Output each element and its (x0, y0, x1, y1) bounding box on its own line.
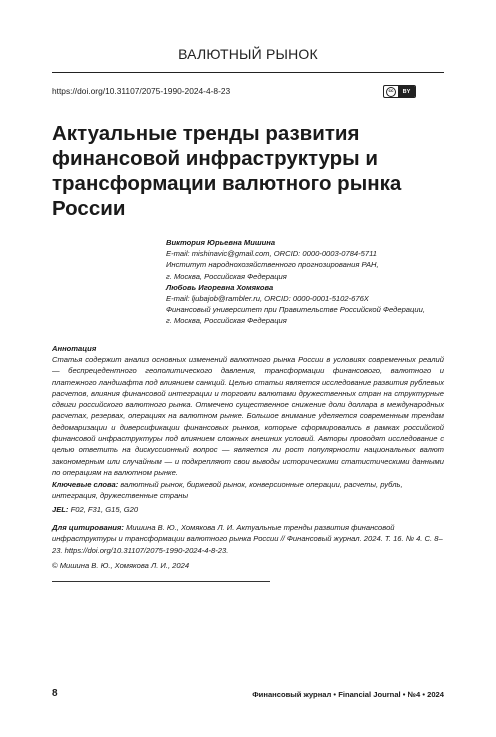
header-divider (52, 72, 444, 73)
keywords-text: валютный рынок, биржевой рынок, конверсионные операции, расчеты, рубль, интеграция, дружественные страны (52, 480, 403, 501)
by-label: BY (398, 86, 415, 97)
author-name: Любовь Игоревна Хомякова (166, 282, 274, 292)
keywords-label: Ключевые слова: (52, 480, 119, 489)
citation-text: Мишина В. Ю., Хомякова Л. И. Актуальные тренды развития финансовой инфраструктуры и трансформации валютного рынка России // Финансовый журнал. 2024. Т. 16. № 4. С. 8–23. https://doi.org/10.31107/2075-1990-2024-4-8-23. (52, 523, 443, 555)
author-block (166, 237, 456, 327)
cc-by-license-badge[interactable] (383, 85, 416, 98)
author-affiliation: Институт народнохозяйственного прогнозирования РАН, (166, 260, 379, 270)
abstract-text: Статья содержит анализ основных изменений валютного рынка России в условиях современных реалий — беспрецедентного геополитического давления, трансформации финансового, валютного и платежного ландшафта под влиянием санкций. Целью статьи является исследование развития рублевых расчетов, влияния финансовой интеграции и торговли валютами дружественных стран на структурные сдвиги российского валютного рынка. Отмечено существенное снижение доли доллара в международных расчетах, резервах, операциях на валютном рынке. Большое внимание уделяется современным трендам дедомаризации и диверсификации финансовых рынков, которые сформировались в рамках российской финансовой инфраструктуры под влиянием сложных внешних условий. Авторы проводят исследование с целью ответить на дискуссионный вопрос — является ли рост популярности национальных валют закономерным или случайным — и подкрепляют свои выводы историческими статистическими данными по операциям на валютном рынке. (52, 355, 444, 477)
jel-codes (52, 505, 138, 514)
citation (52, 522, 444, 556)
journal-footer: Финансовый журнал • Financial Journal • №4 • 2024 (252, 690, 444, 699)
page-number: 8 (52, 688, 58, 699)
author-contact: E-mail: ljubajob@rambler.ru, ORCID: 0000-0001-5102-676X (166, 294, 369, 304)
copyright: © Мишина В. Ю., Хомякова Л. И., 2024 (52, 561, 190, 570)
jel-text: F02, F31, G15, G20 (70, 505, 139, 514)
author-contact: E-mail: mishinavic@gmail.com, ORCID: 0000-0003-0784-5711 (166, 249, 377, 259)
section-title: ВАЛЮТНЫЙ РЫНОК (178, 46, 318, 62)
author-name: Виктория Юрьевна Мишина (166, 238, 276, 247)
author-affiliation: Финансовый университет при Правительстве Российской Федерации, (166, 305, 425, 315)
footnote-divider (52, 581, 270, 582)
citation-label: Для цитирования: (52, 523, 124, 532)
keywords (52, 479, 444, 502)
doi-link[interactable]: https://doi.org/10.31107/2075-1990-2024-4-8-23 (52, 86, 231, 96)
jel-label: JEL: (52, 505, 69, 514)
article-title: Актуальные тренды развития финансовой инфраструктуры и трансформации валютного рынка России (52, 122, 402, 220)
creative-commons-icon (384, 86, 398, 97)
author-affiliation: г. Москва, Российская Федерация (166, 271, 287, 281)
cc-label: cc (386, 87, 396, 97)
abstract-heading: Аннотация (52, 344, 97, 353)
author-affiliation: г. Москва, Российская Федерация (166, 316, 287, 326)
